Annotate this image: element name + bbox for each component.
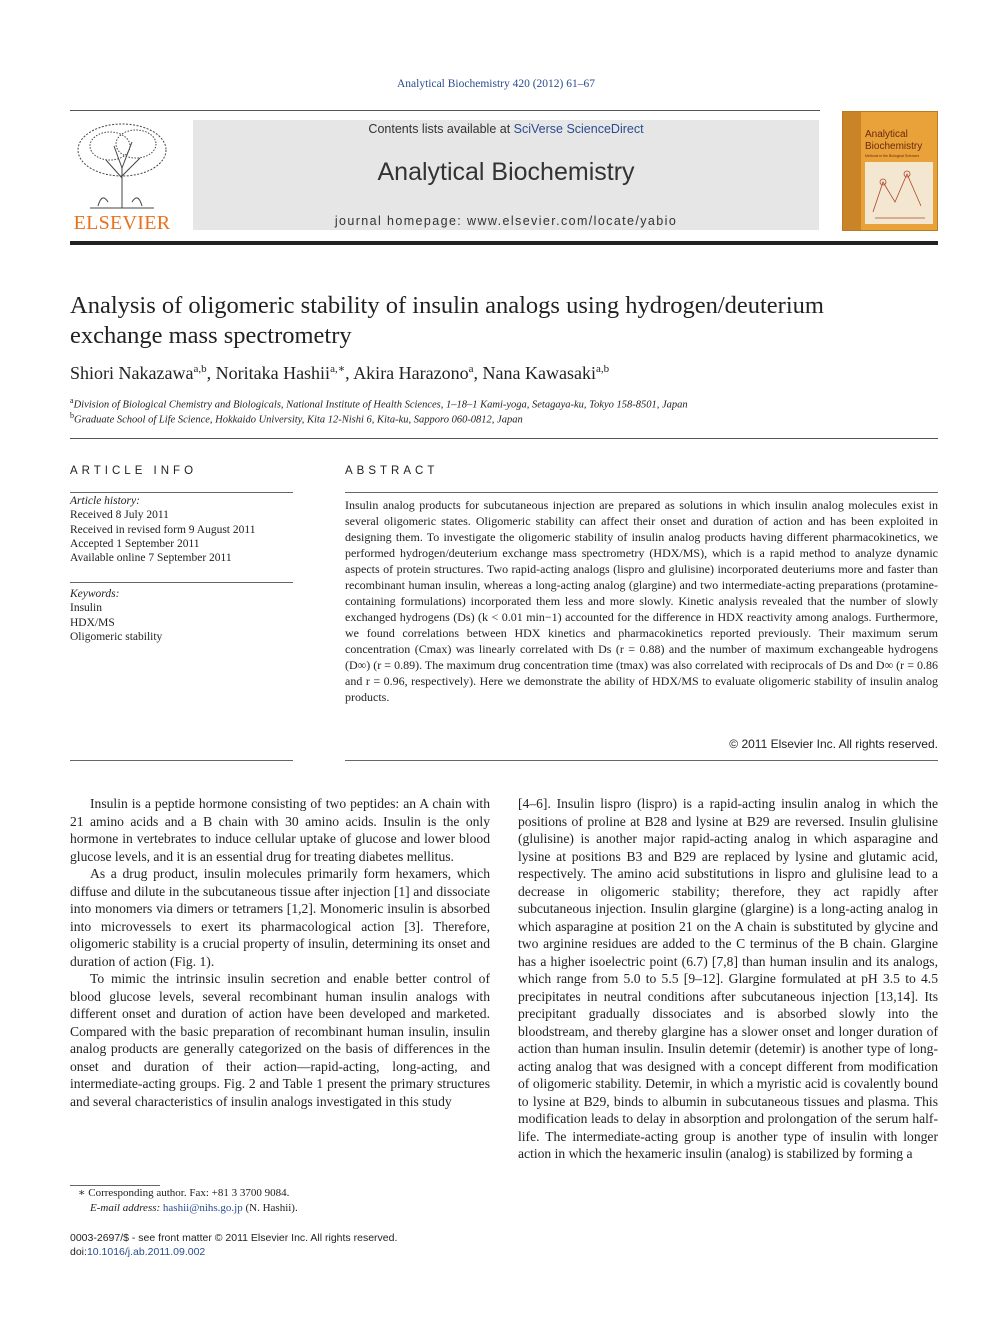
keywords [70,587,293,644]
journal-name: Analytical Biochemistry [377,158,635,186]
affiliation-a [70,396,940,411]
body-paragraph: As a drug product, insulin molecules primarily form hexamers, which diffuse and dilute in the subcutaneous tissue after injection [1] and dissociate into monomers via dimers or tetramers [1,2]. Monomeric insulin is absorbed into microvessels to exert its pharmacological action [3]. Therefore, oligomeric stability is a crucial property of insulin, determining its onset and duration of action (Fig. 1). [70,866,490,969]
journal-citation[interactable]: Analytical Biochemistry 420 (2012) 61–67 [396,78,596,90]
history-item: Available online 7 September 2011 [70,552,232,565]
abstract-rule [345,492,938,493]
history-item: Accepted 1 September 2011 [70,537,200,550]
author-affil-mark[interactable]: a [468,363,474,375]
title-line2: exchange mass spectrometry [70,322,352,349]
corresponding-author-note: ∗ Corresponding author. Fax: +81 3 3700 9084. [78,1187,290,1199]
body-column-left [70,795,490,1110]
history-item: Received 8 July 2011 [70,509,169,522]
article-info-rule [70,492,293,493]
keywords-label: Keywords: [70,588,120,600]
affiliation-b [70,411,940,426]
cover-diagram-icon [865,162,933,224]
affil-text: Graduate School of Life Science, Hokkaido University, Kita 12-Nishi 6, Kita-ku, Sapporo 060-0812, Japan [74,414,523,426]
cover-subtitle: Methods in the Biological Sciences [865,154,920,158]
author-affil-mark[interactable]: a,b [595,363,610,375]
article-info-end-rule [70,760,293,761]
keywords-rule [70,582,293,583]
author-separator: , [206,363,216,383]
footnotes [70,1186,490,1216]
email-label: E-mail address: [90,1202,163,1214]
cover-title [865,129,922,153]
author-name[interactable]: Noritaka Hashii [215,363,331,383]
email-note [70,1201,490,1216]
article-history [70,494,293,565]
keyword-item: Insulin [70,602,102,615]
affil-text: Division of Biological Chemistry and Biologicals, National Institute of Health Sciences, 1–18–1 Kami-yoga, Setagaya-ku, Tokyo 158-8501, Japan [73,399,688,411]
keyword-item: HDX/MS [70,616,115,629]
author-affil-mark[interactable]: a,∗ [330,363,346,375]
keyword-item: Oligomeric stability [70,630,163,643]
doi-link[interactable]: 10.1016/j.ab.2011.09.002 [86,1246,206,1258]
title-line1: Analysis of oligomeric stability of insulin analogs using hydrogen/deuterium [70,292,824,319]
history-item: Received in revised form 9 August 2011 [70,523,256,536]
body-column-right [518,795,938,1163]
elsevier-logo[interactable] [70,118,174,234]
body-paragraph: Insulin is a peptide hormone consisting of two peptides: an A chain with 21 amino acids and a B chain with 30 amino acids. Insulin is the only hormone in vertebrates to induce cellular uptake of glucose and lower blood glucose levels, and it is an essential drug for treating diabetes mellitus. [70,796,490,864]
copyright-notice: © 2011 Elsevier Inc. All rights reserved. [729,737,938,751]
header-divider [70,110,820,111]
abstract-end-rule [345,760,938,761]
contents-prefix: Contents lists available at [368,122,514,136]
affil-mark: a [70,396,74,405]
contents-line [193,122,819,136]
publication-info [70,1231,490,1259]
article-title [70,291,940,351]
author-name[interactable]: Nana Kawasaki [482,363,596,383]
body-paragraph: [4–6]. Insulin lispro (lispro) is a rapid-acting insulin analog in which the positions of proline at B28 and lysine at B29 are reversed. Insulin glulisine (glulisine) is another major rapid-acting analog in which asparagine and lysine at positions B3 and B29 are replaced by lysine and glutamic acid, respectively. The amino acid substitutions in lispro and glulisine lead to a decrease in oligomeric stability; therefore, they act rapidly after subcutaneous injection. Insulin glargine (glargine) is a long-acting analog in which asparagine at position 21 on the A chain is substituted by glycine and two arginine residues are added to the C terminus of the B chain. Glargine has a higher isoelectric point (6.7) [7,8] than human insulin and its analogs, which range from 5.0 to 5.5 [9–12]. Glargine formulated at pH 3.5 to 4.5 precipitates in neutral conditions after subcutaneous injection [13,14]. Its precipitant gradually dissociates and is absorbed slowly into the bloodstream, and thereby glargine has a slower onset and longer duration of action than human insulin. Insulin detemir (detemir) is another type of long-acting analog that was designed with a concept different from modification of oligomeric stability. Detemir, in which a myristic acid is covalently bound to lysine at B29, binds to albumin in subcutaneous tissues and plasma. This modification leads to delay in absorption and prolongation of the serum half-life. The intermediate-acting group is another type of insulin with longer action in which the hexameric insulin (analog) is stabilized by forming a [518,796,938,1161]
email-suffix: (N. Hashii). [242,1202,298,1214]
journal-cover[interactable] [842,111,938,231]
header-thick-rule [70,241,938,245]
tree-icon [70,118,174,210]
cover-title-line1: Analytical [865,129,908,140]
author-separator: , [473,363,483,383]
journal-banner [193,120,819,230]
cover-spine [843,112,861,230]
author-separator: , [345,363,354,383]
email-link[interactable]: hashii@nihs.go.jp [162,1202,243,1214]
cover-title-line2: Biochemistry [865,141,923,152]
elsevier-wordmark: ELSEVIER [73,212,171,234]
doi-line [70,1245,490,1259]
issn-line: 0003-2697/$ - see front matter © 2011 Elsevier Inc. All rights reserved. [70,1232,398,1244]
abstract-heading: ABSTRACT [345,465,439,477]
sciencedirect-link[interactable]: SciVerse ScienceDirect [513,122,644,136]
author-name[interactable]: Akira Harazono [353,363,469,383]
doi-label: doi: [70,1246,87,1258]
affil-mark: b [70,411,74,420]
article-info-heading: ARTICLE INFO [70,465,198,477]
history-label: Article history: [70,495,140,507]
journal-homepage[interactable]: journal homepage: www.elsevier.com/locate/yabio [334,214,678,228]
author-list [70,362,940,384]
abstract-text: Insulin analog products for subcutaneous injection are prepared as solutions in which insulin analog molecules exist in several oligomeric states. Oligomeric stability can affect their onset and duration of action and has been exploited in designing them. To investigate the oligomeric stability of insulin analog products having different pharmacokinetics, we performed hydrogen/deuterium exchange mass spectrometry (HDX/MS), which is a rapid method to analyze dynamic aspects of protein structures. Two rapid-acting analogs (lispro and glulisine) incorporated deuteriums more and faster than recombinant human insulin, whereas a long-acting analog (glargine) and two intermediate-acting preparations (protamine-containing formulations) incorporated them less and more slowly. Kinetic analysis revealed that the number of slowly exchanged hydrogens (Ds) (k < 0.01 min−1) accounted for the difference in HDX reactivity among analogs. Furthermore, we found correlations between HDX kinetics and pharmacokinetics reported previously. Their maximum serum concentration (Cmax) was linearly correlated with Ds (r = 0.88) and the number of maximum exchangeable hydrogens (D∞) (r = 0.89). The maximum drug concentration time (tmax) was also correlated with reciprocals of Ds and D∞ (r = 0.86 and r = 0.96, respectively). Here we demonstrate the ability of HDX/MS to evaluate oligomeric stability of insulin analog products. [345,498,938,704]
cover-artwork [865,162,933,224]
body-paragraph: To mimic the intrinsic insulin secretion and enable better control of blood glucose levels, several recombinant human insulin analogs with different onset and duration of action have been developed and marketed. Compared with the basic preparation of recombinant human insulin, insulin analog products are generally categorized on the basis of differences in the onset and duration of their action—rapid-acting, long-acting, and intermediate-acting groups. Fig. 2 and Table 1 present the primary structures and several characteristics of insulin analogs investigated in this study [70,971,490,1109]
author-affil-mark[interactable]: a,b [193,363,207,375]
author-name[interactable]: Shiori Nakazawa [70,363,194,383]
title-divider [70,438,938,439]
